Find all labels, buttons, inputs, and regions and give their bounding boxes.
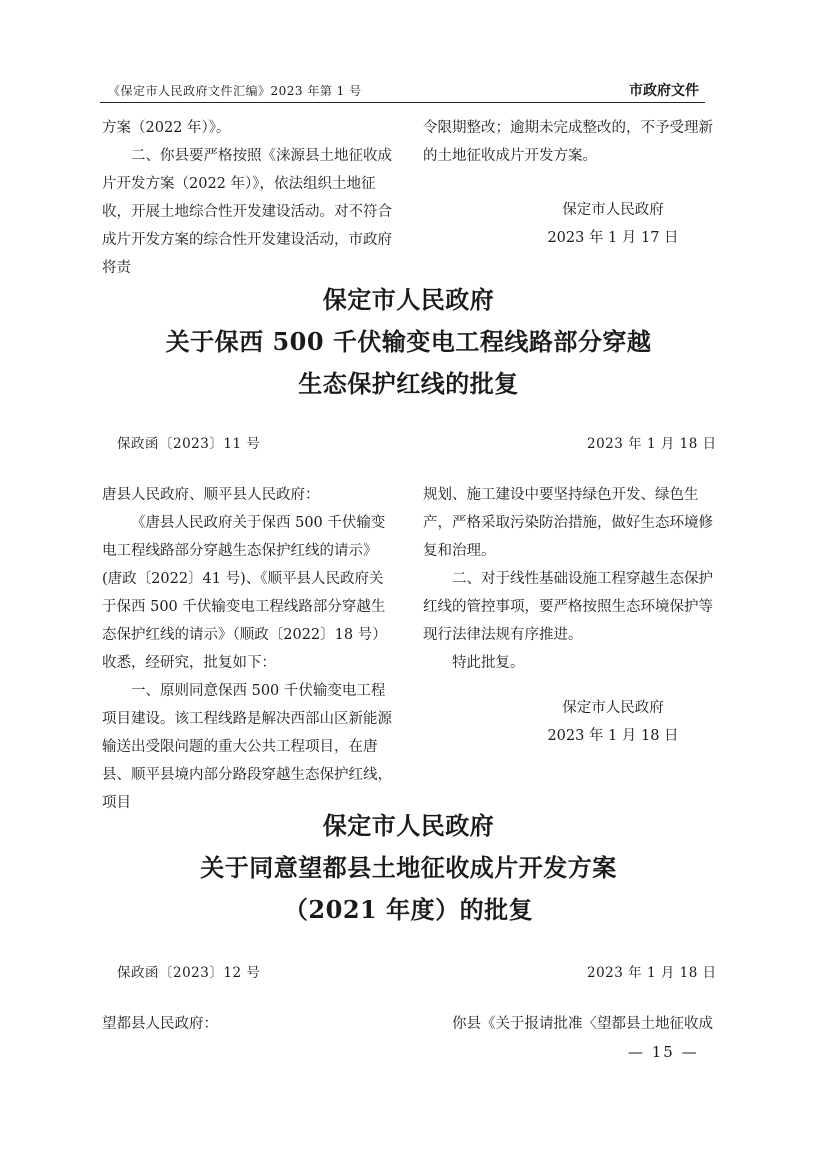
prev-left-para-2: 二、你县要严格按照《涞源县土地征收成片开发方案（2022 年）》，依法组织土地征收，开展土地综合性开发建设活动。对不符合成片开发方案的综合性开发建设活动，市政府将责 [102, 148, 392, 276]
prev-right-column [423, 114, 715, 170]
doc2-salutation: 望都县人民政府： [102, 1016, 218, 1032]
doc2-number: 保政函〔2023〕12 号 [117, 965, 261, 981]
doc1-left-para-1: 《唐县人民政府关于保西 500 千伏输变电工程线路部分穿越生态保护红线的请示》(唐政〔2022〕41 号)、《顺平县人民政府关于保西 500 千伏输变电工程线路部分穿越生态保护红线的请示》（顺政〔2022〕18 号）收悉，经研究，批复如下： [102, 515, 387, 671]
doc1-left-column [102, 481, 394, 817]
doc2-title-line-1: 保定市人民政府 [322, 811, 495, 840]
doc1-title-line-2: 关于保西 500 千伏输变电工程线路部分穿越 [165, 327, 652, 356]
doc1-salutation: 唐县人民政府、顺平县人民政府： [102, 487, 320, 503]
header-publication: 《保定市人民政府文件汇编》2023 年第 1 号 [108, 84, 362, 98]
doc1-date: 2023 年 1 月 18 日 [587, 436, 717, 452]
page-number: — 15 — [628, 1043, 699, 1061]
prev-signature [508, 196, 718, 252]
doc1-number: 保政函〔2023〕11 号 [117, 436, 261, 452]
doc1-right-column [423, 481, 715, 677]
doc2-title-line-2: 关于同意望都县土地征收成片开发方案 [200, 853, 617, 882]
header-rule [100, 102, 705, 103]
doc1-sign-org: 保定市人民政府 [562, 700, 664, 716]
prev-left-para-1: 方案（2022 年）》。 [102, 120, 231, 136]
doc1-sign-date: 2023 年 1 月 18 日 [547, 728, 679, 744]
doc1-right-para-3: 特此批复。 [452, 655, 525, 671]
doc1-signature [508, 694, 718, 750]
doc1-title-line-3: 生态保护红线的批复 [298, 369, 519, 398]
doc1-left-para-2: 一、原则同意保西 500 千伏输变电工程项目建设。该工程线路是解决西部山区新能源输送出受限问题的重大公共工程项目，在唐县、顺平县境内部分路段穿越生态保护红线，项目 [102, 683, 392, 811]
prev-left-column [102, 114, 394, 282]
doc2-right-text: 你县《关于报请批准〈望都县土地征收成 [452, 1016, 713, 1032]
prev-sign-date: 2023 年 1 月 17 日 [547, 230, 679, 246]
prev-right-para-1: 令限期整改；逾期未完成整改的，不予受理新的土地征收成片开发方案。 [423, 120, 713, 164]
prev-sign-org: 保定市人民政府 [562, 202, 664, 218]
doc1-right-para-1: 规划、施工建设中要坚持绿色开发、绿色生产，严格采取污染防治措施，做好生态环境修复和治理。 [423, 487, 713, 559]
doc2-title-line-3: （2021 年度）的批复 [283, 895, 534, 924]
doc2-date: 2023 年 1 月 18 日 [587, 965, 717, 981]
doc1-right-para-2: 二、对于线性基础设施工程穿越生态保护红线的管控事项，要严格按照生态环境保护等现行法律法规有序推进。 [423, 571, 713, 643]
header-category: 市政府文件 [629, 83, 699, 99]
doc1-title-line-1: 保定市人民政府 [322, 285, 495, 314]
